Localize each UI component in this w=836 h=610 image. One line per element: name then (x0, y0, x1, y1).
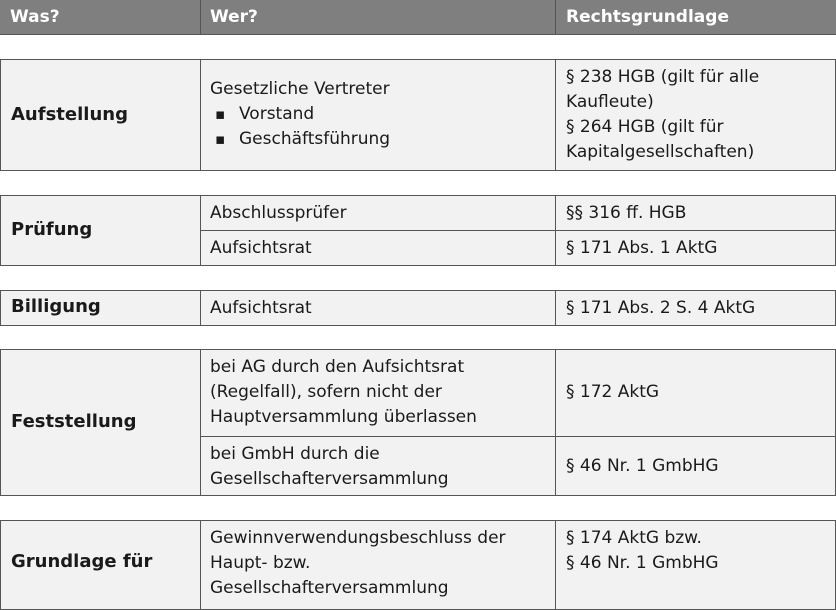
wer-cell-aufstellung (210, 77, 550, 152)
recht-cell-feststellung-1: § 172 AktG (566, 382, 660, 402)
recht-line: § 46 Nr. 1 GmbHG (566, 553, 719, 573)
row-divider (201, 436, 835, 437)
wer-line: Gewinnverwendungsbeschluss der (210, 528, 506, 548)
wer-cell-billigung: Aufsichtsrat (210, 298, 312, 318)
row-divider (201, 230, 835, 231)
wer-line: bei GmbH durch die (210, 444, 380, 464)
recht-cell-pruefung-1: §§ 316 ff. HGB (566, 203, 687, 223)
row-label-feststellung: Feststellung (11, 411, 137, 432)
wer-line: Gesellschafterversammlung (210, 578, 449, 598)
header-rechtsgrundlage: Rechtsgrundlage (566, 7, 729, 27)
header-wer: Wer? (210, 7, 258, 27)
table-header (0, 0, 836, 35)
wer-cell-feststellung-1 (210, 355, 550, 430)
recht-line: § 174 AktG bzw. (566, 528, 702, 548)
column-divider (200, 291, 201, 325)
header-divider (200, 0, 201, 35)
wer-cell-pruefung-2: Aufsichtsrat (210, 238, 312, 258)
row-feststellung (0, 349, 836, 496)
column-divider (555, 350, 556, 495)
recht-line: Kapitalgesellschaften) (566, 142, 755, 162)
column-divider (555, 291, 556, 325)
recht-line: § 238 HGB (gilt für alle (566, 67, 760, 87)
column-divider (555, 60, 556, 170)
column-divider (555, 521, 556, 609)
recht-line: § 264 HGB (gilt für (566, 117, 724, 137)
row-label-grundlage: Grundlage für (11, 551, 153, 572)
wer-line: Gesellschafterversammlung (210, 469, 449, 489)
row-pruefung (0, 195, 836, 266)
recht-line: Kaufleute) (566, 92, 654, 112)
column-divider (200, 521, 201, 609)
wer-cell-grundlage (210, 526, 532, 601)
row-label-aufstellung: Aufstellung (11, 104, 128, 125)
header-divider (555, 0, 556, 35)
column-divider (200, 60, 201, 170)
row-label-billigung: Billigung (11, 296, 101, 317)
recht-cell-grundlage (566, 526, 719, 576)
wer-line: bei AG durch den Aufsichtsrat (210, 357, 465, 377)
list-item: ▪ Geschäftsführung (210, 127, 550, 152)
wer-intro: Gesetzliche Vertreter (210, 79, 390, 99)
wer-line: (Regelfall), sofern nicht der (210, 382, 442, 402)
recht-cell-pruefung-2: § 171 Abs. 1 AktG (566, 238, 718, 258)
wer-list (210, 102, 550, 152)
header-was: Was? (10, 7, 60, 27)
list-item: ▪ Vorstand (210, 102, 550, 127)
wer-line: Hauptversammlung überlassen (210, 407, 477, 427)
recht-cell-billigung: § 171 Abs. 2 S. 4 AktG (566, 298, 756, 318)
wer-cell-feststellung-2 (210, 442, 550, 492)
recht-cell-feststellung-2: § 46 Nr. 1 GmbHG (566, 456, 719, 476)
recht-cell-aufstellung (566, 65, 831, 165)
row-label-pruefung: Prüfung (11, 219, 93, 240)
column-divider (200, 350, 201, 495)
wer-line: Haupt- bzw. (210, 553, 311, 573)
row-aufstellung (0, 59, 836, 171)
row-grundlage (0, 520, 836, 610)
row-billigung (0, 290, 836, 326)
wer-cell-pruefung-1: Abschlussprüfer (210, 203, 347, 223)
